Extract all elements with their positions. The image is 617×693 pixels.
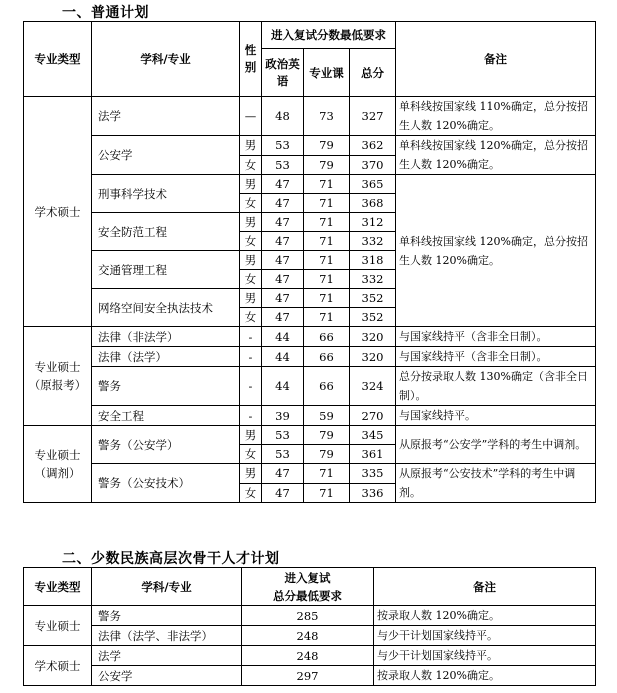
- note-cell: 与少干计划国家线持平。: [374, 646, 596, 666]
- total-cell: 345: [350, 426, 396, 445]
- section1-title: 一、普通计划: [62, 5, 149, 21]
- major-cell: 79: [304, 445, 350, 464]
- note-cell: 与国家线持平（含非全日制）。: [396, 327, 596, 347]
- total-cell: 270: [350, 406, 396, 426]
- section2-title: 二、少数民族高层次骨干人才计划: [62, 551, 280, 567]
- gender-cell: -: [240, 347, 262, 367]
- note-cell: 单科线按国家线 120%确定，总分按招生人数 120%确定。: [396, 175, 596, 327]
- gender-cell: 男: [240, 251, 262, 270]
- subject-cell: 交通管理工程: [92, 251, 240, 289]
- total-cell: 320: [350, 347, 396, 367]
- total-cell: 361: [350, 445, 396, 464]
- gender-cell: 女: [240, 155, 262, 175]
- major-cell: 71: [304, 270, 350, 289]
- major-cell: 66: [304, 367, 350, 406]
- score-header-line: 总分最低要求: [273, 588, 342, 603]
- total-cell: 352: [350, 289, 396, 308]
- category-line: 专业硕士: [34, 360, 81, 374]
- politics-cell: 48: [262, 97, 304, 136]
- gender-cell: —: [240, 97, 262, 136]
- total-cell: 370: [350, 155, 396, 175]
- subject-cell: 警务: [92, 367, 240, 406]
- gender-cell: -: [240, 367, 262, 406]
- politics-cell: 47: [262, 251, 304, 270]
- major-cell: 71: [304, 308, 350, 327]
- score-header-line: 进入复试: [284, 570, 331, 585]
- politics-cell: 47: [262, 308, 304, 327]
- col-header-subject: 学科/专业: [92, 22, 240, 97]
- total-cell: 336: [350, 483, 396, 503]
- gender-cell: 女: [240, 270, 262, 289]
- subject-cell: 刑事科学技术: [92, 175, 240, 213]
- gender-cell: 女: [240, 483, 262, 503]
- note-cell: 单科线按国家线 110%确定，总分按招生人数 120%确定。: [396, 97, 596, 136]
- col-header-major: 专业课: [304, 49, 350, 97]
- total-cell: 352: [350, 308, 396, 327]
- politics-cell: 47: [262, 464, 304, 484]
- category-cell: 专业硕士: [24, 606, 92, 646]
- politics-cell: 47: [262, 175, 304, 194]
- gender-cell: -: [240, 406, 262, 426]
- total-cell: 365: [350, 175, 396, 194]
- major-cell: 73: [304, 97, 350, 136]
- score-cell: 248: [242, 626, 374, 646]
- politics-cell: 44: [262, 327, 304, 347]
- plan-table-1: [23, 21, 596, 503]
- subject-cell: 公安学: [92, 136, 240, 175]
- note-cell: 从原报考“公安学”学科的考生中调剂。: [396, 426, 596, 464]
- note-cell: 从原报考“公安技术”学科的考生中调剂。: [396, 464, 596, 503]
- category-line: （调剂）: [34, 466, 81, 480]
- score-cell: 285: [242, 606, 374, 626]
- politics-cell: 47: [262, 270, 304, 289]
- category-line: 专业硕士: [34, 448, 81, 462]
- gender-cell: -: [240, 327, 262, 347]
- politics-cell: 47: [262, 289, 304, 308]
- col-header-group: 进入复试分数最低要求: [262, 22, 396, 49]
- gender-cell: 男: [240, 213, 262, 232]
- politics-cell: 44: [262, 367, 304, 406]
- col-header-type: 专业类型: [24, 568, 92, 606]
- subject-cell: 网络空间安全执法技术: [92, 289, 240, 327]
- subject-cell: 法学: [92, 97, 240, 136]
- major-cell: 71: [304, 194, 350, 213]
- gender-cell: 男: [240, 136, 262, 156]
- col-header-politics: 政治英语: [262, 49, 304, 97]
- score-cell: 297: [242, 666, 374, 686]
- major-cell: 79: [304, 426, 350, 445]
- col-header-type: 专业类型: [24, 22, 92, 97]
- col-header-gender: 性别: [240, 22, 262, 97]
- major-cell: 71: [304, 289, 350, 308]
- major-cell: 71: [304, 175, 350, 194]
- subject-cell: 法律（法学、非法学）: [92, 626, 242, 646]
- total-cell: 327: [350, 97, 396, 136]
- politics-cell: 47: [262, 232, 304, 251]
- total-cell: 368: [350, 194, 396, 213]
- note-cell: 与少干计划国家线持平。: [374, 626, 596, 646]
- subject-cell: 法学: [92, 646, 242, 666]
- col-header-total: 总分: [350, 49, 396, 97]
- col-header-subject: 学科/专业: [92, 568, 242, 606]
- politics-cell: 53: [262, 155, 304, 175]
- major-cell: 71: [304, 483, 350, 503]
- major-cell: 66: [304, 347, 350, 367]
- major-cell: 71: [304, 213, 350, 232]
- major-cell: 71: [304, 232, 350, 251]
- major-cell: 59: [304, 406, 350, 426]
- subject-cell: 安全防范工程: [92, 213, 240, 251]
- total-cell: 362: [350, 136, 396, 156]
- total-cell: 332: [350, 270, 396, 289]
- total-cell: 335: [350, 464, 396, 484]
- note-cell: 与国家线持平。: [396, 406, 596, 426]
- gender-cell: 男: [240, 175, 262, 194]
- gender-cell: 女: [240, 194, 262, 213]
- note-cell: 按录取人数 120%确定。: [374, 606, 596, 626]
- score-cell: 248: [242, 646, 374, 666]
- major-cell: 79: [304, 155, 350, 175]
- category-academic: [24, 97, 92, 327]
- col-header-note: 备注: [396, 22, 596, 97]
- subject-cell: 法律（非法学）: [92, 327, 240, 347]
- category-cell: 学术硕士: [24, 646, 92, 686]
- major-cell: 71: [304, 464, 350, 484]
- major-cell: 79: [304, 136, 350, 156]
- subject-cell: 警务（公安学）: [92, 426, 240, 464]
- gender-cell: 男: [240, 464, 262, 484]
- note-cell: 按录取人数 120%确定。: [374, 666, 596, 686]
- gender-cell: 男: [240, 426, 262, 445]
- subject-cell: 警务: [92, 606, 242, 626]
- politics-cell: 47: [262, 194, 304, 213]
- plan-table-2: [23, 567, 596, 686]
- politics-cell: 53: [262, 445, 304, 464]
- subject-cell: 安全工程: [92, 406, 240, 426]
- gender-cell: 女: [240, 445, 262, 464]
- col-header-note: 备注: [374, 568, 596, 606]
- subject-cell: 公安学: [92, 666, 242, 686]
- category-professional-original: [24, 327, 92, 426]
- gender-cell: 女: [240, 232, 262, 251]
- politics-cell: 53: [262, 426, 304, 445]
- subject-cell: 警务（公安技术）: [92, 464, 240, 503]
- note-cell: 单科线按国家线 120%确定，总分按招生人数 120%确定。: [396, 136, 596, 175]
- politics-cell: 47: [262, 213, 304, 232]
- politics-cell: 47: [262, 483, 304, 503]
- major-cell: 66: [304, 327, 350, 347]
- gender-cell: 女: [240, 308, 262, 327]
- politics-cell: 39: [262, 406, 304, 426]
- total-cell: 324: [350, 367, 396, 406]
- total-cell: 320: [350, 327, 396, 347]
- total-cell: 312: [350, 213, 396, 232]
- category-line: （原报考）: [28, 378, 87, 392]
- note-cell: 总分按录取人数 130%确定（含非全日制）。: [396, 367, 596, 406]
- total-cell: 318: [350, 251, 396, 270]
- politics-cell: 53: [262, 136, 304, 156]
- category-professional-adjusted: [24, 426, 92, 503]
- subject-cell: 法律（法学）: [92, 347, 240, 367]
- gender-cell: 男: [240, 289, 262, 308]
- politics-cell: 44: [262, 347, 304, 367]
- category-line: 学术硕士: [34, 204, 81, 219]
- note-cell: 与国家线持平（含非全日制）。: [396, 347, 596, 367]
- major-cell: 71: [304, 251, 350, 270]
- col-header-score: [242, 568, 374, 606]
- total-cell: 332: [350, 232, 396, 251]
